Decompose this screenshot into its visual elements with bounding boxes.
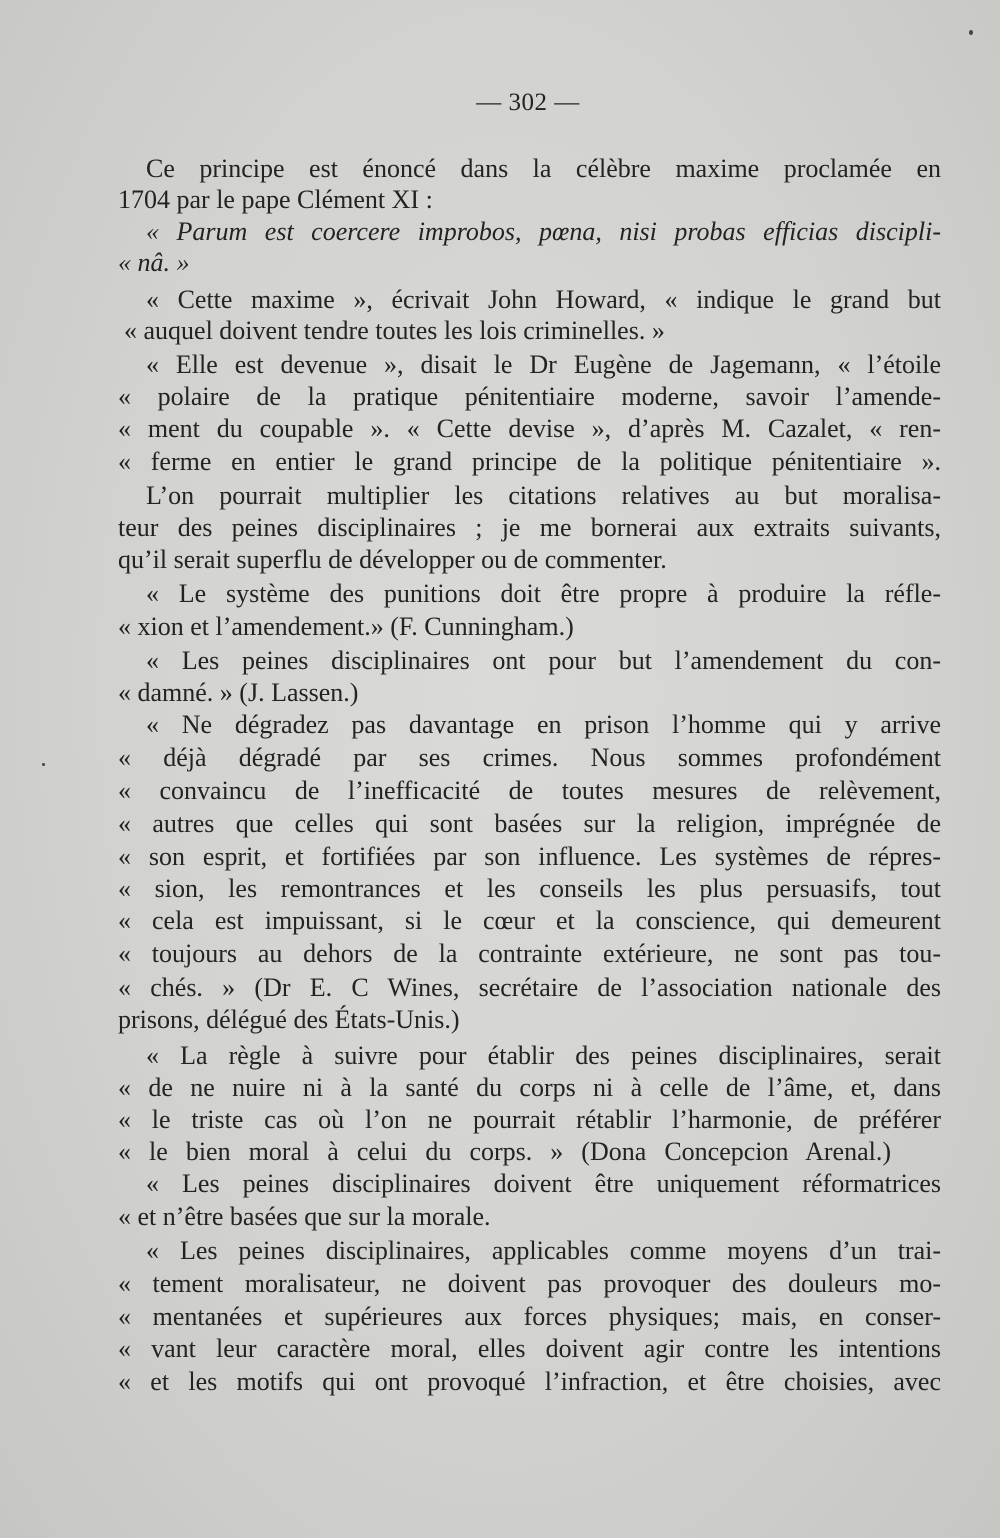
text-line: « convaincu de l’inefficacité de toutes mesures de relèvement, (118, 776, 941, 805)
text-line: teur des peines disciplinaires ; je me bornerai aux extraits suivants, (118, 513, 941, 542)
text-line: « toujours au dehors de la contrainte extérieure, ne sont pas tou- (118, 939, 941, 968)
text-line: Ce principe est énoncé dans la célèbre maxime proclamée en (146, 154, 941, 183)
text-line: « Les peines disciplinaires ont pour but l’amendement du con- (146, 646, 941, 675)
text-line: « Le système des punitions doit être propre à produire la réfle- (146, 579, 941, 608)
text-line: « et n’être basées que sur la morale. (118, 1202, 491, 1231)
text-line: « vant leur caractère moral, elles doivent agir contre les intentions (118, 1334, 941, 1363)
text-line: « déjà dégradé par ses crimes. Nous sommes profondément (118, 743, 941, 772)
text-line: « nâ. » (118, 248, 190, 277)
text-line: « le bien moral à celui du corps. » (Dona Concepcion Arenal.) (118, 1137, 891, 1166)
text-line: « de ne nuire ni à la santé du corps ni à celle de l’âme, et, dans (118, 1073, 941, 1102)
text-line: « La règle à suivre pour établir des peines disciplinaires, serait (146, 1041, 941, 1070)
text-line: « son esprit, et fortifiées par son influence. Les systèmes de répres- (118, 842, 941, 871)
text-line: « Les peines disciplinaires, applicables comme moyens d’un trai- (146, 1236, 941, 1265)
text-line: « sion, les remontrances et les conseils les plus persuasifs, tout (118, 874, 941, 903)
text-line: « Cette maxime », écrivait John Howard, « indique le grand but (146, 285, 941, 314)
text-line: « auquel doivent tendre toutes les lois criminelles. » (124, 316, 665, 345)
text-line: « autres que celles qui sont basées sur la religion, imprégnée de (118, 809, 941, 838)
text-line: « ment du coupable ». « Cette devise », d’après M. Cazalet, « ren- (118, 414, 941, 443)
text-line: « xion et l’amendement.» (F. Cunningham.) (118, 612, 574, 641)
page-number: — 302 — (476, 89, 580, 116)
text-line: « damné. » (J. Lassen.) (118, 678, 359, 707)
text-line: « Ne dégradez pas davantage en prison l’homme qui y arrive (146, 710, 941, 739)
text-line: « et les motifs qui ont provoqué l’infraction, et être choisies, avec (118, 1367, 941, 1396)
text-line: « ferme en entier le grand principe de la politique pénitentiaire ». (118, 447, 941, 476)
text-line: « Parum est coercere improbos, pœna, nisi probas efficias discipli- (146, 217, 941, 246)
text-line: « polaire de la pratique pénitentiaire moderne, savoir l’amende- (118, 382, 941, 411)
paper-fleck (969, 30, 973, 35)
text-line: « Elle est devenue », disait le Dr Eugène de Jagemann, « l’étoile (146, 350, 941, 379)
text-line: « Les peines disciplinaires doivent être uniquement réformatrices (146, 1169, 941, 1198)
text-line: « le triste cas où l’on ne pourrait rétablir l’harmonie, de préférer (118, 1105, 941, 1134)
paper-fleck (42, 763, 45, 766)
text-line: « mentanées et supérieures aux forces physiques; mais, en conser- (118, 1302, 941, 1331)
text-line: L’on pourrait multiplier les citations relatives au but moralisa- (146, 481, 941, 510)
text-line: qu’il serait superflu de développer ou de commenter. (118, 545, 667, 574)
text-line: prisons, délégué des États-Unis.) (118, 1005, 460, 1034)
text-line: « chés. » (Dr E. C Wines, secrétaire de l’association nationale des (118, 973, 941, 1002)
text-line: 1704 par le pape Clément XI : (118, 185, 433, 214)
text-line: « tement moralisateur, ne doivent pas provoquer des douleurs mo- (118, 1269, 941, 1298)
text-line: « cela est impuissant, si le cœur et la conscience, qui demeurent (118, 906, 941, 935)
